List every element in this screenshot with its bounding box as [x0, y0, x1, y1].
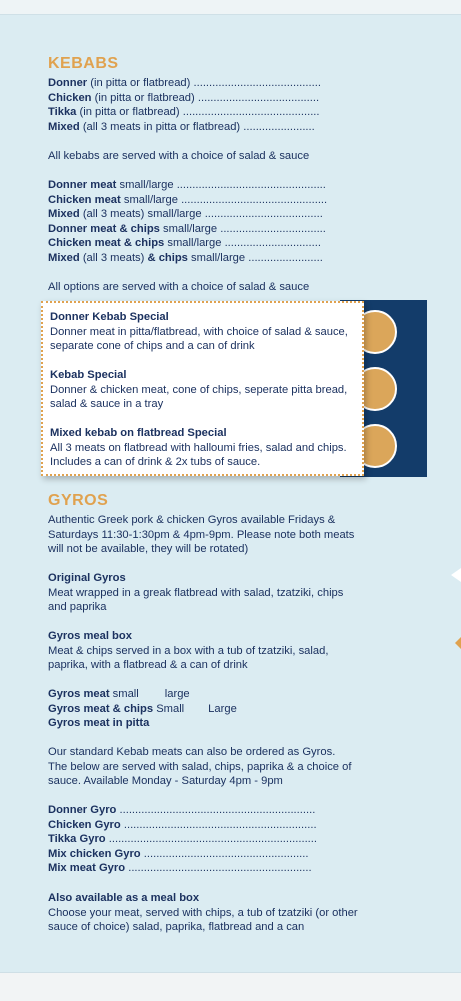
option-detail: (all 3 meats) small/large [82, 208, 202, 220]
edge-arrow-icon [451, 568, 461, 582]
dot-leader: ........................................................... [128, 862, 312, 874]
special-item [50, 310, 350, 354]
kebabs-heading: KEBABS [48, 55, 119, 72]
dot-leader: ..................................................... [143, 848, 309, 860]
option-detail: small/large [119, 179, 174, 191]
kebabs-note: All kebabs are served with a choice of salad & sauce [48, 150, 310, 162]
option-name: Donner meat [48, 179, 117, 191]
kebab-item [48, 91, 319, 106]
special-title: Mixed kebab on flatbread Special [50, 427, 227, 439]
kebab-option [48, 193, 327, 208]
option-name: Chicken meat & chips [48, 237, 165, 249]
gyros-standard-note: Our standard Kebab meats can also be ordered as Gyros. The below are served with salad, chips, paprika & a choice of sauce. Available Monday - Saturday 4pm - 9pm [48, 746, 352, 787]
dot-leader: ................................................ [176, 179, 326, 191]
special-title: Donner Kebab Special [50, 311, 169, 323]
kebab-option [48, 222, 326, 237]
size-small: small [112, 688, 139, 700]
gyro-item [48, 818, 317, 833]
gyros-mealbox-title: Gyros meal box [48, 630, 132, 642]
size-small: Small [156, 703, 185, 715]
gyros-size-row [48, 687, 190, 702]
kebab-item [48, 120, 315, 135]
kebab-option [48, 178, 326, 193]
special-description: Donner meat in pitta/flatbread, with choice of salad & sauce, separate cone of chips and a can of drink [50, 325, 348, 352]
dot-leader: ............................................ [182, 106, 320, 118]
gyro-name: Donner Gyro [48, 804, 117, 816]
option-detail: small/large [123, 194, 178, 206]
dot-leader: ............................................... [181, 194, 328, 206]
option-name: Donner meat & chips [48, 223, 160, 235]
option-name: Mixed [48, 252, 80, 264]
option-name: Mixed [48, 208, 80, 220]
dot-leader: .............................................................. [123, 819, 317, 831]
option-detail: (all 3 meats) [82, 252, 145, 264]
kebab-item [48, 105, 320, 120]
gyros-original-title: Original Gyros [48, 572, 126, 584]
gyro-name: Mix chicken Gyro [48, 848, 141, 860]
top-page-edge [0, 0, 461, 15]
special-description: Donner & chicken meat, cone of chips, seperate pitta bread, salad & sauce in a tray [50, 383, 348, 410]
size-large: large [164, 688, 190, 700]
special-description: All 3 meats on flatbread with halloumi fries, salad and chips. Includes a can of drink & 2x tubs of sauce. [50, 441, 347, 468]
size-item-name: Gyros meat & chips [48, 703, 154, 715]
kebab-option [48, 207, 323, 222]
item-name: Donner [48, 77, 88, 89]
gyros-also-title: Also available as a meal box [48, 892, 200, 904]
item-name: Chicken [48, 92, 92, 104]
item-detail: (in pitta or flatbread) [94, 92, 195, 104]
gyros-mealbox-description: Meat & chips served in a box with a tub of tzatziki, salad, paprika, with a flatbread & a can of drink [48, 644, 329, 671]
gyro-name: Tikka Gyro [48, 833, 106, 845]
dot-leader: ........................ [248, 252, 323, 264]
kebab-option [48, 251, 323, 266]
edge-arrow-icon [455, 637, 461, 649]
dot-leader: .................................. [220, 223, 326, 235]
item-detail: (in pitta or flatbread) [90, 77, 191, 89]
special-item [50, 368, 350, 412]
option-detail: small/large [167, 237, 222, 249]
item-detail: (all 3 meats in pitta or flatbread) [82, 121, 241, 133]
dot-leader: ................................................................... [108, 833, 318, 845]
gyros-intro: Authentic Greek pork & chicken Gyros available Fridays & Saturdays 11:30-1:30pm & 4pm-9pm. Please note both meats will not be available, they will be rotated) [48, 514, 355, 555]
option-name: Chicken meat [48, 194, 121, 206]
gyros-size-row [48, 716, 149, 731]
item-name: Tikka [48, 106, 77, 118]
item-name: Mixed [48, 121, 80, 133]
gyro-item [48, 861, 312, 876]
gyro-name: Mix meat Gyro [48, 862, 126, 874]
dot-leader: ............................................................... [119, 804, 316, 816]
dot-leader: ....................................... [197, 92, 320, 104]
bottom-page-edge [0, 972, 461, 1001]
special-item [50, 426, 350, 470]
special-title: Kebab Special [50, 369, 127, 381]
dot-leader: ............................... [224, 237, 321, 249]
option-name-suffix: & chips [147, 252, 188, 264]
gyros-original [48, 571, 358, 615]
gyros-also-description: Choose your meat, served with chips, a tub of tzatziki (or other sauce of choice) salad, paprika, flatbread and a can [48, 906, 358, 933]
size-item-name: Gyros meat in pitta [48, 717, 150, 729]
kebab-option [48, 236, 321, 251]
kebab-item [48, 76, 321, 91]
dot-leader: ...................................... [204, 208, 323, 220]
gyro-item [48, 847, 309, 862]
gyros-also [48, 891, 358, 935]
gyro-item [48, 803, 315, 818]
gyros-heading: GYROS [48, 492, 109, 509]
option-detail: small/large [163, 223, 218, 235]
dot-leader: ....................... [243, 121, 315, 133]
size-item-name: Gyros meat [48, 688, 110, 700]
specials-card [41, 301, 364, 476]
gyros-mealbox [48, 629, 353, 673]
gyro-item [48, 832, 317, 847]
kebabs-options-note: All options are served with a choice of salad & sauce [48, 281, 310, 293]
item-detail: (in pitta or flatbread) [79, 106, 180, 118]
size-large: Large [208, 703, 237, 715]
gyro-name: Chicken Gyro [48, 819, 121, 831]
gyros-original-description: Meat wrapped in a greak flatbread with salad, tzatziki, chips and paprika [48, 586, 344, 613]
option-detail: small/large [191, 252, 246, 264]
dot-leader: ......................................... [193, 77, 321, 89]
gyros-size-row [48, 702, 237, 717]
